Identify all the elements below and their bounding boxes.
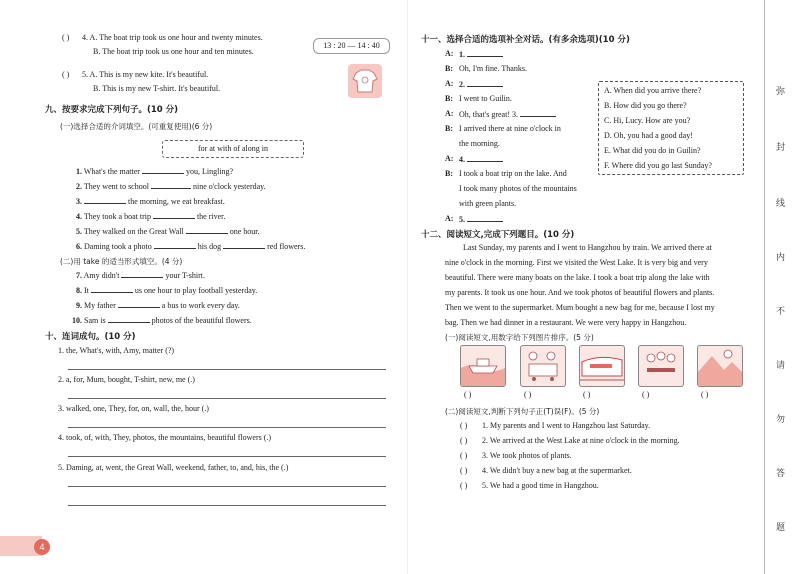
- section-9-part2: (二)用 take 的适当形式填空。(4 分): [60, 257, 183, 266]
- prep-q4: 4. They took a boat trip the river.: [76, 212, 226, 221]
- tshirt-image: [348, 64, 382, 98]
- sentence-q4: 4. took, of, with, They, photos, the mountains, beautiful flowers (.): [58, 433, 272, 442]
- tf-statement: 3. We took photos of plants.: [482, 451, 572, 460]
- option-b: B. How did you go there?: [604, 101, 687, 110]
- tf-statement: 5. We had a good time in Hangzhou.: [482, 481, 599, 490]
- dialog-line: Oh, that's great! 3.: [459, 109, 556, 119]
- train-icon: [580, 346, 624, 386]
- picture-order-paren[interactable]: ( ): [464, 390, 472, 399]
- sentence-q5: 5. Daming, at, went, the Great Wall, weekend, father, to, and, his, the (.): [58, 463, 289, 472]
- seal-char: 线: [776, 199, 786, 209]
- tf-statement: 4. We didn't buy a new bag at the supermarket.: [482, 466, 632, 475]
- dialog-speaker: B:: [445, 94, 453, 103]
- reading-part2: (二)阅读短文,判断下列句子正(T)误(F)。(5 分): [445, 407, 600, 416]
- picture-order-paren[interactable]: ( ): [701, 390, 709, 399]
- dialog-line: 2.: [459, 79, 503, 89]
- prep-q6: 6. Daming took a photo his dog red flowers.: [76, 242, 306, 251]
- option-e: E. What did you do in Guilin?: [604, 146, 701, 155]
- seal-char: 弥: [776, 87, 786, 97]
- tshirt-icon: [348, 64, 382, 98]
- sentence-q3: 3. walked, one, They, for, on, wall, the, hour (.): [58, 404, 209, 413]
- preposition-word-box: for at with of along in: [162, 140, 304, 158]
- option-a: A. When did you arrive there?: [604, 86, 702, 95]
- picture-order-paren[interactable]: ( ): [524, 390, 532, 399]
- picture-boat-trip: [460, 345, 506, 387]
- section-10-title: 十、连词成句。(10 分): [45, 332, 136, 342]
- answer-blank[interactable]: [84, 196, 126, 204]
- dialog-speaker: B:: [445, 124, 453, 133]
- prep-q2: 2. They went to school nine o'clock yesterday.: [76, 182, 266, 191]
- tf-paren[interactable]: ( ): [460, 451, 468, 460]
- dialog-line: 5.: [459, 214, 503, 224]
- dialog-speaker: B:: [445, 169, 453, 178]
- take-q10: 10. Sam is photos of the beautiful flowers.: [72, 316, 252, 325]
- section-9-part1: (一)选择合适的介词填空。(可重复使用)(6 分): [60, 122, 213, 131]
- dialog-line: I arrived there at nine o'clock in: [459, 124, 561, 133]
- picture-taking-photos: [697, 345, 743, 387]
- answer-blank[interactable]: [467, 214, 503, 222]
- passage-line: Last Sunday, my parents and I went to Hangzhou by train. We arrived there at: [463, 243, 712, 252]
- q5-option-a: 5. A. This is my new kite. It's beautiful.: [82, 70, 209, 79]
- dialog-line: I took many photos of the mountains: [459, 184, 577, 193]
- dialog-line: 1.: [459, 49, 503, 59]
- boat-icon: [461, 346, 505, 386]
- dialog-speaker: A:: [445, 109, 454, 118]
- answer-line[interactable]: [68, 427, 386, 428]
- dialog-line: I went to Guilin.: [459, 94, 512, 103]
- tf-statement: 2. We arrived at the West Lake at nine o'clock in the morning.: [482, 436, 680, 445]
- dialog-line: Oh, I'm fine. Thanks.: [459, 64, 527, 73]
- option-d: D. Oh, you had a good day!: [604, 131, 693, 140]
- answer-blank[interactable]: [151, 181, 191, 189]
- q4-option-a: 4. A. The boat trip took us one hour and twenty minutes.: [82, 33, 263, 42]
- tf-paren[interactable]: ( ): [460, 481, 468, 490]
- dialog-speaker: A:: [445, 79, 454, 88]
- take-q8: 8. It us one hour to play football yesterday.: [76, 286, 258, 295]
- seal-char: 题: [776, 523, 786, 533]
- picture-order-paren[interactable]: ( ): [583, 390, 591, 399]
- answer-blank[interactable]: [121, 270, 163, 278]
- prep-q5: 5. They walked on the Great Wall one hour.: [76, 227, 260, 236]
- dialog-line: 4.: [459, 154, 503, 164]
- page-fold: [407, 0, 408, 574]
- flowers-camera-icon: [698, 346, 742, 386]
- option-c: C. Hi, Lucy. How are you?: [604, 116, 691, 125]
- picture-order-paren[interactable]: ( ): [642, 390, 650, 399]
- sentence-q1: 1. the, What's, with, Amy, matter (?): [58, 346, 175, 355]
- answer-blank[interactable]: [154, 241, 196, 249]
- dialog-line: I took a boat trip on the lake. And: [459, 169, 567, 178]
- q4-paren: ( ): [62, 33, 70, 42]
- passage-line: Then we went to the supermarket. Mum bought a new bag for me, because I lost my: [445, 303, 715, 312]
- seal-char: 封: [776, 143, 786, 153]
- dialog-line: with green plants.: [459, 199, 517, 208]
- answer-blank[interactable]: [467, 79, 503, 87]
- passage-line: nine o'clock in the morning. First we visited the West Lake. It is very big and very: [445, 258, 708, 267]
- section-9-title: 九、按要求完成下列句子。(10 分): [45, 105, 179, 115]
- seal-char: 答: [776, 469, 786, 479]
- passage-line: bag. Then we had dinner in a restaurant. We were very happy in Hangzhou.: [445, 318, 687, 327]
- tf-paren[interactable]: ( ): [460, 436, 468, 445]
- take-q9: 9. My father a bus to work every day.: [76, 301, 240, 310]
- prep-q1: 1. What's the matter you, Lingling?: [76, 167, 234, 176]
- seal-char: 请: [776, 361, 786, 371]
- dinner-table-icon: [639, 346, 683, 386]
- answer-blank[interactable]: [108, 315, 150, 323]
- tf-paren[interactable]: ( ): [460, 466, 468, 475]
- sentence-q2: 2. a, for, Mum, bought, T-shirt, new, me (.): [58, 375, 195, 384]
- shopping-cart-icon: [521, 346, 565, 386]
- prep-q3: 3. the morning, we eat breakfast.: [76, 197, 225, 206]
- take-q7: 7. Amy didn't your T-shirt.: [76, 271, 206, 280]
- answer-blank[interactable]: [467, 49, 503, 57]
- section-12-title: 十二、阅读短文,完成下列题目。(10 分): [421, 230, 575, 240]
- picture-restaurant: [638, 345, 684, 387]
- q5-option-b: B. This is my new T-shirt. It's beautiful.: [93, 84, 221, 93]
- dialog-line: the morning.: [459, 139, 500, 148]
- dialog-speaker: A:: [445, 49, 454, 58]
- time-clock-label: 13 : 20 — 14 : 40: [313, 38, 390, 54]
- passage-line: my parents. It took us one hour. And we took photos of beautiful flowers and plants.: [445, 288, 715, 297]
- q5-paren: ( ): [62, 70, 70, 79]
- dialog-speaker: A:: [445, 214, 454, 223]
- section-11-title: 十一、选择合适的选项补全对话。(有多余选项)(10 分): [421, 35, 630, 45]
- seal-char: 勿: [776, 415, 786, 425]
- answer-line[interactable]: [68, 456, 386, 457]
- answer-blank[interactable]: [153, 211, 195, 219]
- picture-shopping: [520, 345, 566, 387]
- passage-line: beautiful. There were many boats on the lake. I took a boat trip along the lake with: [445, 273, 710, 282]
- answer-blank[interactable]: [91, 285, 133, 293]
- option-f: F. Where did you go last Sunday?: [604, 161, 712, 170]
- answer-line[interactable]: [68, 369, 386, 370]
- picture-train: [579, 345, 625, 387]
- answer-blank[interactable]: [223, 241, 265, 249]
- answer-blank[interactable]: [467, 154, 503, 162]
- answer-blank[interactable]: [118, 300, 160, 308]
- answer-blank[interactable]: [142, 166, 184, 174]
- seal-char: 不: [776, 307, 786, 317]
- reading-part1: (一)阅读短文,用数字给下列图片排序。(5 分): [445, 333, 594, 342]
- q4-option-b: B. The boat trip took us one hour and ten minutes.: [93, 47, 254, 56]
- answer-blank[interactable]: [520, 109, 556, 117]
- answer-blank[interactable]: [186, 226, 228, 234]
- seal-char: 内: [776, 253, 786, 263]
- answer-line[interactable]: [68, 398, 386, 399]
- dialog-speaker: B:: [445, 64, 453, 73]
- tf-statement: 1. My parents and I went to Hangzhou last Saturday.: [482, 421, 651, 430]
- page-number: 4: [34, 539, 50, 555]
- tf-paren[interactable]: ( ): [460, 421, 468, 430]
- answer-line[interactable]: [68, 505, 386, 506]
- dialog-speaker: A:: [445, 154, 454, 163]
- answer-line[interactable]: [68, 486, 386, 487]
